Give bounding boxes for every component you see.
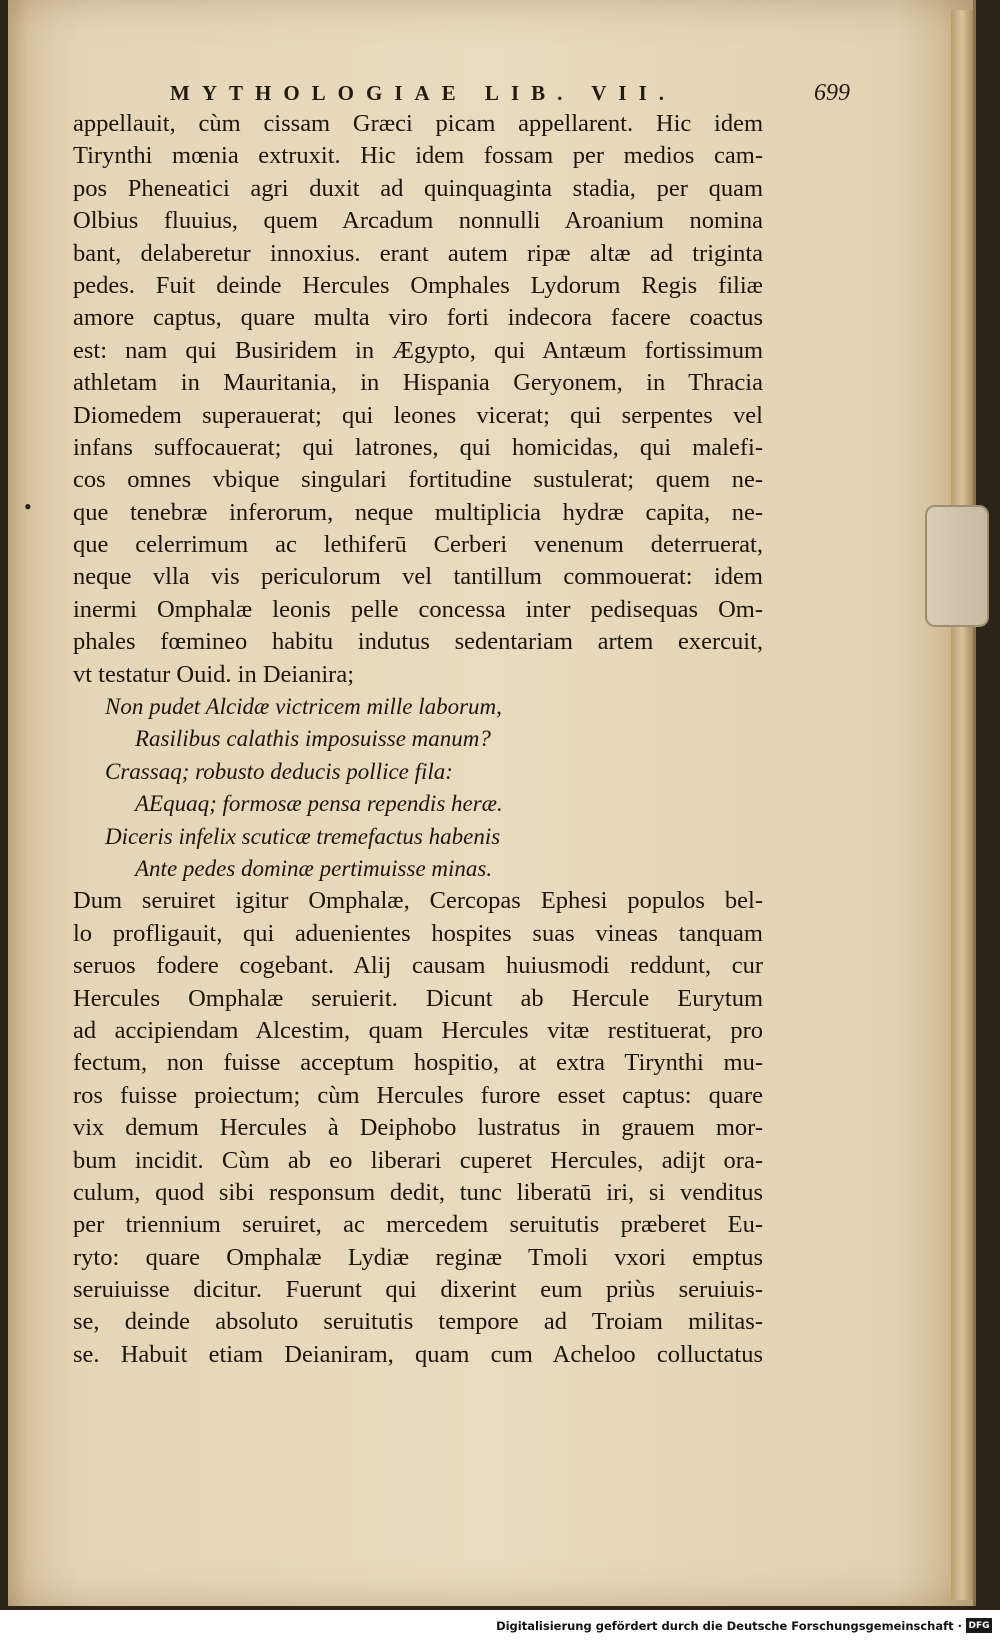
verse-line: Rasilibus calathis imposuisse manum? — [135, 726, 491, 752]
text-line: culum, quod sibi responsum dedit, tunc liberatū iri, si venditus — [73, 1178, 763, 1206]
dfg-logo: DFG — [966, 1618, 992, 1633]
page-edge — [951, 10, 973, 1600]
text-line: est: nam qui Busiridem in Ægypto, qui Antæum fortissimum — [73, 336, 763, 364]
text-line: bum incidit. Cùm ab eo liberari cuperet Hercules, adijt ora- — [73, 1146, 763, 1174]
text-line: bant, delaberetur innoxius. erant autem ripæ altæ ad triginta — [73, 239, 763, 267]
text-line: inermi Omphalæ leonis pelle concessa inter pedisequas Om- — [73, 595, 763, 623]
text-line: seruiuisse dicitur. Fuerunt qui dixerint eum priùs seruiuis- — [73, 1276, 763, 1304]
text-line: se. Habuit etiam Deianiram, quam cum Acheloo colluctatus — [73, 1340, 763, 1368]
text-line: Tirynthi mœnia extruxit. Hic idem fossam per medios cam- — [73, 142, 763, 170]
text-line: phales fœmineo habitu indutus sedentariam artem exercuit, — [73, 628, 763, 656]
text-line: cos omnes vbique singulari fortitudine sustulerat; quem ne- — [73, 466, 763, 494]
text-line: vt testatur Ouid. in Deianira; — [73, 660, 354, 688]
text-line: que tenebræ inferorum, neque multiplicia hydræ capita, ne- — [73, 498, 763, 526]
text-line: appellauit, cùm cissam Græci picam appellarent. Hic idem — [73, 110, 763, 137]
text-block — [73, 108, 763, 1371]
page-number: 699 — [814, 79, 850, 106]
text-line: pedes. Fuit deinde Hercules Omphales Lydorum Regis filiæ — [73, 271, 763, 299]
text-line: Diomedem superauerat; qui leones vicerat; qui serpentes vel — [73, 401, 763, 429]
text-line: seruos fodere cogebant. Alij causam huiusmodi reddunt, cur — [73, 952, 763, 980]
text-line: ryto: quare Omphalæ Lydiæ reginæ Tmoli vxori emptus — [73, 1243, 763, 1271]
text-line: infans suffocauerat; qui latrones, qui homicidas, qui malefi- — [73, 433, 763, 461]
text-line: lo profligauit, qui aduenientes hospites suas vineas tanquam — [73, 919, 763, 947]
book-clasp — [925, 505, 989, 627]
text-line: ad accipiendam Alcestim, quam Hercules vitæ restituerat, pro — [73, 1016, 763, 1044]
text-line: ros fuisse proiectum; cùm Hercules furore esset captus: quare — [73, 1081, 763, 1109]
verse-line: Ante pedes dominæ pertimuisse minas. — [135, 855, 493, 881]
text-line: vix demum Hercules à Deiphobo lustratus in grauem mor- — [73, 1114, 763, 1142]
text-line: per triennium seruiret, ac mercedem seruitutis præberet Eu- — [73, 1211, 763, 1239]
text-line: athletam in Mauritania, in Hispania Geryonem, in Thracia — [73, 369, 763, 397]
funding-credit: Digitalisierung gefördert durch die Deutsche Forschungsgemeinschaft · — [496, 1619, 962, 1633]
text-line: pos Pheneatici agri duxit ad quinquaginta stadia, per quam — [73, 174, 763, 202]
running-head-title: MYTHOLOGIAE LIB. VII. — [170, 80, 676, 105]
text-line: fectum, non fuisse acceptum hospitio, at extra Tirynthi mu- — [73, 1049, 763, 1077]
text-line: amore captus, quare multa viro forti indecora facere coactus — [73, 304, 763, 332]
footer-bar — [0, 1610, 1000, 1641]
text-line: que celerrimum ac lethiferū Cerberi venenum deterruerat, — [73, 531, 763, 559]
verse-line: AEquaq; formosæ pensa rependis heræ. — [135, 791, 503, 817]
text-line: se, deinde absoluto seruitutis tempore ad Troiam militas- — [73, 1308, 763, 1336]
text-line: Olbius fluuius, quem Arcadum nonnulli Aroanium nomina — [73, 207, 763, 235]
text-line: Hercules Omphalæ seruierit. Dicunt ab Hercule Eurytum — [73, 984, 763, 1012]
text-line: neque vlla vis periculorum vel tantillum commouerat: idem — [73, 563, 763, 591]
running-head — [170, 78, 850, 108]
margin-mark: • — [24, 494, 32, 519]
verse-line: Crassaq; robusto deducis pollice fila: — [105, 758, 453, 784]
text-line: Dum seruiret igitur Omphalæ, Cercopas Ephesi populos bel- — [73, 887, 763, 915]
verse-line: Diceris infelix scuticæ tremefactus habenis — [105, 823, 501, 849]
verse-line: Non pudet Alcidæ victricem mille laborum, — [105, 694, 502, 720]
